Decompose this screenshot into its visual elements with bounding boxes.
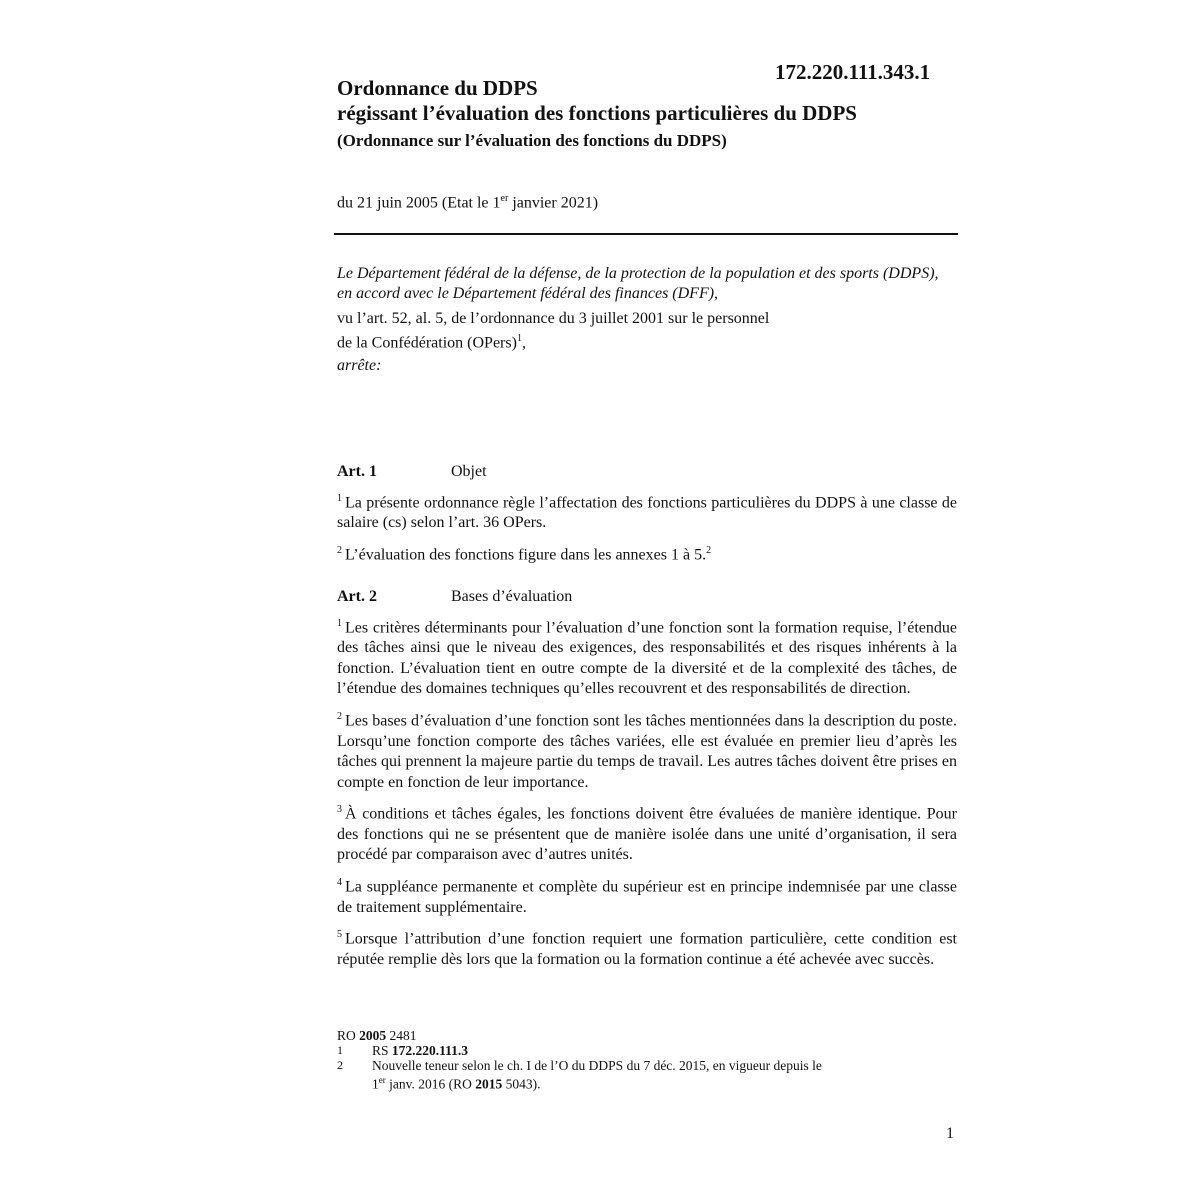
- paragraph-text: Les bases d’évaluation d’une fonction sont les tâches mentionnées dans la description du poste. Lorsqu’une fonction comporte des tâches variées, elle est évaluée en premier lieu d’après les tâches qui prennent la majeure partie du temps de travail. Les autres tâches doivent être prises en compte en fonction de leur importance.: [337, 712, 957, 791]
- paragraph-number: 5: [337, 929, 342, 941]
- fn2-sup: er: [378, 1075, 386, 1085]
- preamble-agreement: en accord avec le Département fédéral des finances (DFF),: [337, 284, 719, 302]
- title-short-name: (Ordonnance sur l’évaluation des fonctions du DDPS): [337, 131, 727, 150]
- article-2-heading: Bases d’évaluation: [451, 588, 573, 605]
- fn2-line-2c: 5043).: [502, 1076, 541, 1092]
- preamble-arrete: arrête:: [337, 357, 382, 375]
- official-compilation-ref: [337, 1028, 937, 1043]
- article-2-header: [337, 587, 957, 608]
- paragraph-number: 1: [337, 492, 342, 504]
- fn2-line-2a: 1: [372, 1076, 379, 1092]
- footnote-ref-2: 2: [706, 544, 712, 556]
- footnote-1: [337, 1043, 937, 1058]
- legal-basis-end: ,: [521, 333, 526, 351]
- legal-basis-line-1: vu l’art. 52, al. 5, de l’ordonnance du 3 juillet 2001 sur le personnel: [337, 310, 770, 327]
- article-2-paragraph-1: [337, 614, 957, 700]
- title-line-1: Ordonnance du DDPS: [337, 76, 538, 100]
- preamble-issuer: Le Département fédéral de la défense, de la protection de la population et des sports (DDPS),: [337, 265, 939, 282]
- title-line-2: régissant l’évaluation des fonctions particulières du DDPS: [337, 101, 857, 125]
- article-1-header: [337, 462, 957, 483]
- paragraph-text: Lorsque l’attribution d’une fonction requiert une formation particulière, cette condition est réputée remplie dès lors que la formation ou la formation continue a été achevée avec succès.: [337, 930, 957, 969]
- footnote-number: 2: [337, 1058, 343, 1072]
- paragraph-text: Les critères déterminants pour l’évaluation d’une fonction sont la formation requise, l’étendue des tâches ainsi que le niveau des exigences, des responsabilités et des risques inhérents à la fonction. L’évaluation tient en outre compte de la diversité et de la complexité des tâches, de l’étendue des domaines techniques qu’elles recouvrent et des responsabilités de direction.: [337, 618, 957, 698]
- paragraph-number: 1: [337, 617, 342, 629]
- footnote-number: 1: [337, 1043, 343, 1057]
- date-sup: er: [500, 193, 509, 204]
- paragraph-number: 2: [337, 544, 342, 556]
- footnotes: [337, 1028, 937, 1092]
- article-1-paragraph-2: [337, 541, 957, 566]
- article-1-heading: Objet: [451, 463, 487, 480]
- horizontal-rule: [334, 233, 958, 235]
- article-2-paragraph-5: [337, 925, 957, 970]
- ordinance-title: [337, 76, 977, 152]
- footnote-ref-1: 1: [516, 332, 522, 344]
- ordinance-date: [337, 193, 598, 212]
- footnote-text: [372, 1058, 822, 1092]
- ro-page: 2481: [386, 1028, 417, 1043]
- preamble-legal-basis: [337, 309, 957, 352]
- article-2: [337, 587, 957, 978]
- article-2-number: Art. 2: [337, 588, 377, 605]
- ro-year: 2005: [359, 1028, 387, 1043]
- article-2-paragraph-3: [337, 800, 957, 866]
- paragraph-text: L’évaluation des fonctions figure dans les annexes 1 à 5.: [345, 546, 707, 564]
- fn1-ref: 172.220.111.3: [391, 1043, 469, 1058]
- page-number: 1: [946, 1125, 954, 1142]
- paragraph-text: La présente ordonnance règle l’affectation des fonctions particulières du DDPS à une classe de salaire (cs) selon l’art. 36 OPers.: [337, 493, 957, 532]
- paragraph-number: 4: [337, 876, 342, 888]
- fn2-line-2b: janv. 2016 (RO: [385, 1076, 476, 1092]
- article-2-paragraph-4: [337, 873, 957, 918]
- legal-basis-line-2: de la Confédération (OPers): [337, 333, 517, 351]
- date-suffix: janvier 2021): [508, 194, 599, 212]
- footnote-text: [372, 1043, 468, 1058]
- date-prefix: du 21 juin 2005 (Etat le 1: [337, 194, 501, 212]
- paragraph-number: 3: [337, 804, 342, 816]
- article-1-paragraph-1: [337, 489, 957, 534]
- sr-number: 172.220.111.343.1: [775, 60, 931, 84]
- footnote-2: [337, 1058, 937, 1092]
- paragraph-number: 2: [337, 710, 342, 722]
- fn2-year: 2015: [475, 1076, 503, 1092]
- preamble: [337, 264, 957, 376]
- paragraph-text: La suppléance permanente et complète du supérieur est en principe indemnisée par une classe de traitement supplémentaire.: [337, 878, 957, 916]
- ro-prefix: RO: [337, 1028, 360, 1043]
- fn1-prefix: RS: [372, 1043, 392, 1058]
- article-1-number: Art. 1: [337, 463, 377, 480]
- article-2-paragraph-2: [337, 707, 957, 793]
- article-1: [337, 462, 957, 573]
- paragraph-text: À conditions et tâches égales, les fonctions doivent être évaluées de manière identique. Pour des fonctions qui ne se présentent que de manière isolée dans une unité d’organisation, il sera procédé par comparaison avec d’autres unités.: [337, 805, 957, 864]
- fn2-line-1: Nouvelle teneur selon le ch. I de l’O du DDPS du 7 déc. 2015, en vigueur depuis le: [372, 1058, 822, 1073]
